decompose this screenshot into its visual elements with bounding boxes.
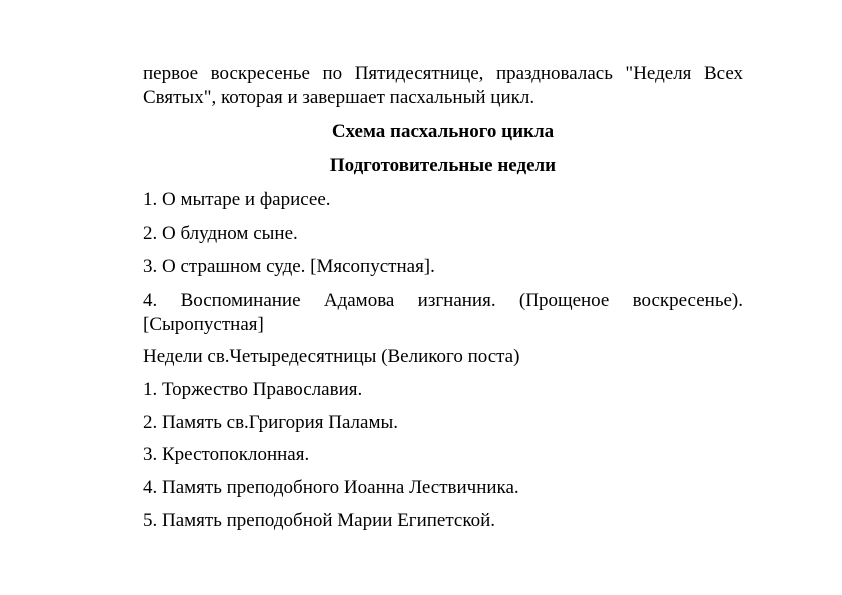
lent-week-item: 5. Память преподобной Марии Египетской. — [143, 510, 496, 531]
heading-scheme: Схема пасхального цикла — [331, 121, 555, 142]
preparatory-week-item: 2. О блудном сыне. — [143, 223, 298, 244]
preparatory-week-item: 1. О мытаре и фарисее. — [143, 189, 331, 210]
lent-week-item: 1. Торжество Православия. — [143, 379, 363, 400]
lent-week-item: 2. Память св.Григория Паламы. — [143, 412, 398, 433]
lent-week-item: 3. Крестопоклонная. — [143, 444, 310, 465]
heading-preparatory: Подготовительные недели — [329, 155, 557, 176]
preparatory-week-item: 3. О страшном суде. [Мясопустная]. — [143, 256, 435, 277]
lent-week-item: 4. Память преподобного Иоанна Лествичника. — [143, 477, 519, 498]
lent-heading: Недели св.Четыредесятницы (Великого поста) — [143, 346, 520, 367]
preparatory-week-item: 4. Воспоминание Адамова изгнания. (Прощеное воскресенье). [Сыропустная] — [143, 290, 743, 335]
intro-paragraph: первое воскресенье по Пятидесятнице, праздновалась "Неделя Всех Святых", которая и завершает пасхальный цикл. — [143, 63, 743, 108]
